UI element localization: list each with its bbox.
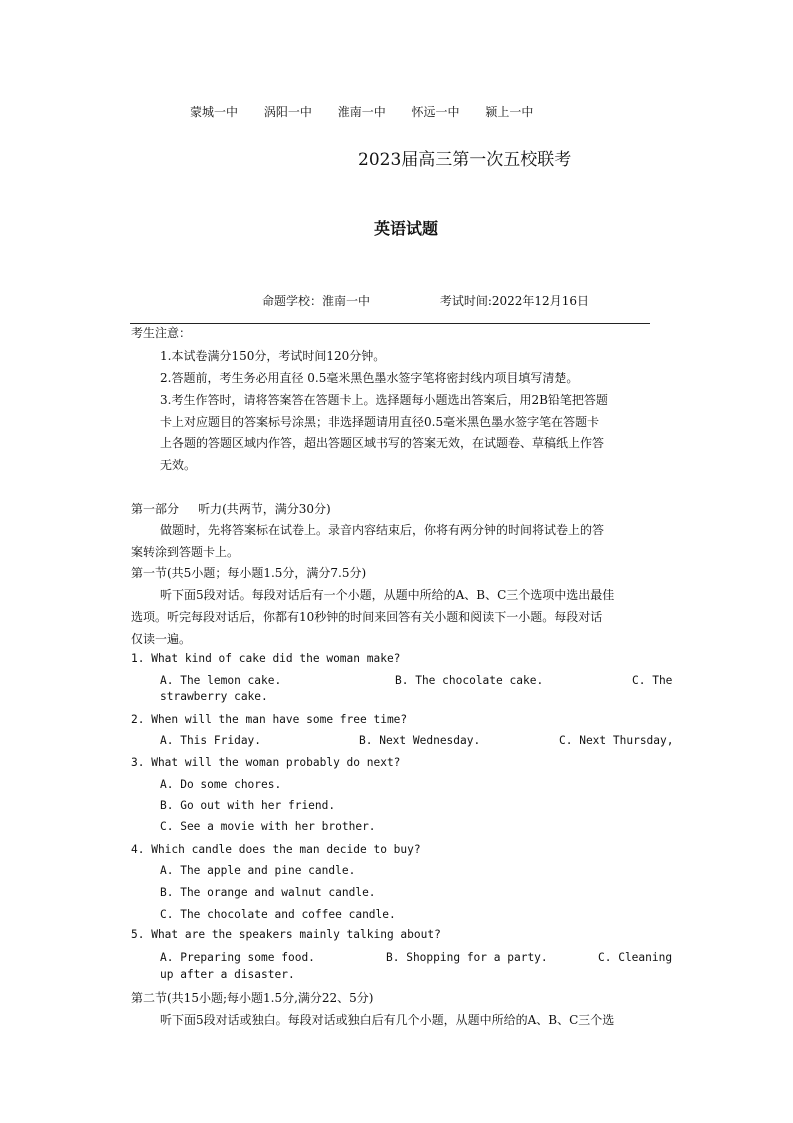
school-name: 淮南一中 — [337, 105, 386, 119]
school-list — [190, 103, 555, 120]
option-c: C. The — [632, 674, 673, 687]
section1-intro-line: 选项。听完每段对话后，你都有10秒钟的时间来回答有关小题和阅读下一小题。每段对话 — [131, 610, 603, 624]
option-c-continued: up after a disaster. — [160, 968, 295, 981]
section2-heading: 第二节(共15小题;每小题1.5分,满分22、5分) — [131, 991, 374, 1005]
notice-item: 无效。 — [160, 458, 197, 472]
school-name: 颍上一中 — [485, 105, 534, 119]
option-b: B. The chocolate cake. — [395, 674, 544, 687]
option-c: C. Next Thursday, — [559, 734, 674, 747]
exam-subject: 英语试题 — [374, 219, 439, 238]
notice-item: 上各题的答题区域内作答，超出答题区域书写的答案无效，在试题卷、草稿纸上作答 — [160, 436, 605, 450]
exam-title: 2023届高三第一次五校联考 — [358, 150, 572, 170]
question-text: 3. What will the woman probably do next? — [131, 756, 401, 769]
question-text: 1. What kind of cake did the woman make? — [131, 652, 401, 665]
part1-heading: 第一部分 听力(共两节，满分30分) — [131, 502, 331, 516]
part1-intro-line: 案转涂到答题卡上。 — [131, 545, 240, 559]
option-a: A. Do some chores. — [160, 778, 282, 791]
option-a: A. The lemon cake. — [160, 674, 282, 687]
question-text: 4. Which candle does the man decide to buy? — [131, 843, 421, 856]
header-divider — [130, 323, 650, 324]
option-b: B. The orange and walnut candle. — [160, 886, 376, 899]
part1-intro-line: 做题时，先将答案标在试卷上。录音内容结束后，你将有两分钟的时间将试卷上的答 — [160, 523, 605, 537]
option-c: C. The chocolate and coffee candle. — [160, 908, 396, 921]
notice-heading: 考生注意： — [131, 326, 192, 340]
exam-time: 考试时间:2022年12月16日 — [439, 294, 589, 308]
section1-intro-line: 听下面5段对话。每段对话后有一个小题，从题中所给的A、B、C三个选项中选出最佳 — [160, 588, 615, 602]
setter-school: 命题学校：淮南一中 — [262, 294, 371, 308]
section1-intro-line: 仅读一遍。 — [131, 632, 192, 646]
notice-item: 1.本试卷满分150分，考试时间120分钟。 — [160, 349, 386, 363]
option-b: B. Next Wednesday. — [359, 734, 481, 747]
option-a: A. Preparing some food. — [160, 951, 315, 964]
exam-title-wrapper — [0, 145, 793, 170]
section1-heading: 第一节(共5小题；每小题1.5分，满分7.5分) — [131, 566, 367, 580]
notice-item: 2.答题前，考生务必用直径 0.5毫米黑色墨水签字笔将密封线内项目填写清楚。 — [160, 371, 579, 385]
option-c-continued: strawberry cake. — [160, 690, 268, 703]
notice-item: 3.考生作答时，请将答案答在答题卡上。选择题每小题选出答案后，用2B铅笔把答题 — [160, 393, 608, 407]
option-b: B. Go out with her friend. — [160, 799, 336, 812]
option-b: B. Shopping for a party. — [386, 951, 548, 964]
section2-intro-line: 听下面5段对话或独白。每段对话或独白后有几个小题，从题中所给的A、B、C三个选 — [160, 1013, 615, 1027]
school-name: 蒙城一中 — [190, 105, 239, 119]
notice-item: 卡上对应题目的答案标号涂黑；非选择题请用直径0.5毫米黑色墨水签字笔在答题卡 — [160, 415, 600, 429]
option-c: C. See a movie with her brother. — [160, 820, 376, 833]
school-name: 涡阳一中 — [263, 105, 312, 119]
school-name: 怀远一中 — [411, 105, 460, 119]
question-text: 5. What are the speakers mainly talking about? — [131, 928, 441, 941]
exam-meta — [262, 292, 589, 309]
option-a: A. This Friday. — [160, 734, 262, 747]
option-c: C. Cleaning — [598, 951, 673, 964]
question-text: 2. When will the man have some free time? — [131, 713, 408, 726]
option-a: A. The apple and pine candle. — [160, 864, 356, 877]
